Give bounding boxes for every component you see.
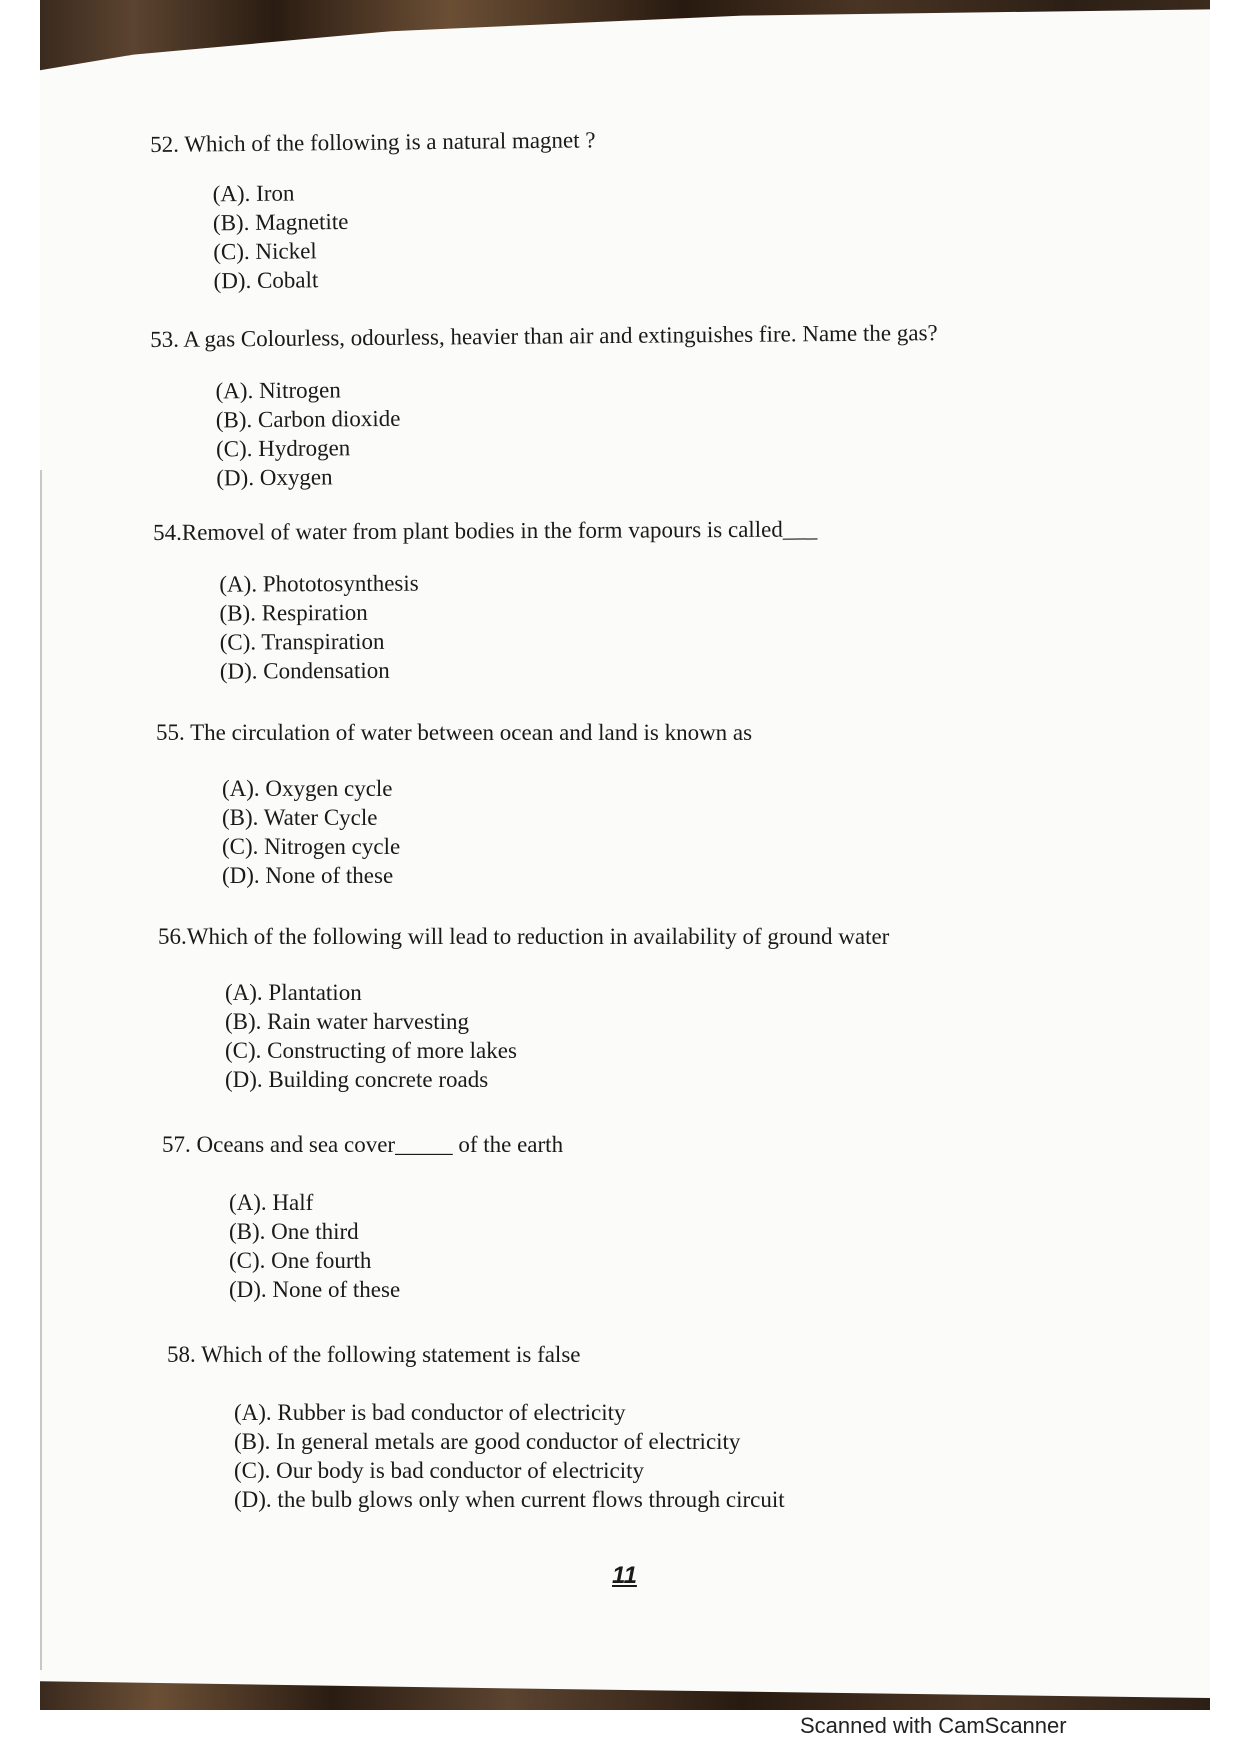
- option-c: (C). Constructing of more lakes: [225, 1038, 517, 1063]
- option-d: (D). Cobalt: [213, 267, 319, 294]
- option-list: [153, 564, 1240, 686]
- option-d: (D). the bulb glows only when current flows through circuit: [234, 1487, 785, 1512]
- option-list: [158, 978, 1240, 1094]
- option-a: (A). Oxygen cycle: [222, 776, 393, 801]
- option-d: (D). Condensation: [219, 657, 390, 684]
- option-c: (C). Nickel: [213, 238, 317, 265]
- question-text: 53. A gas Colourless, odourless, heavier than air and extinguishes fire. Name the gas?: [150, 320, 938, 352]
- question-53: [150, 315, 1240, 493]
- option-a: (A). Nitrogen: [215, 377, 341, 404]
- question-text: 56.Which of the following will lead to reduction in availability of ground water: [158, 924, 890, 949]
- option-c: (C). Our body is bad conductor of electricity: [234, 1458, 645, 1483]
- option-b: (B). Carbon dioxide: [215, 405, 401, 433]
- option-a: (A). Plantation: [225, 980, 362, 1005]
- option-list: [167, 1398, 1240, 1514]
- question-52: [150, 118, 1240, 296]
- question-text: 52. Which of the following is a natural magnet ?: [150, 127, 596, 157]
- option-c: (C). Nitrogen cycle: [222, 834, 401, 859]
- option-a: (A). Rubber is bad conductor of electricity: [234, 1400, 626, 1425]
- option-list: [156, 774, 1240, 890]
- page-edge: [40, 470, 50, 1670]
- question-text: 57. Oceans and sea cover_____ of the earth: [162, 1132, 564, 1157]
- option-b: (B). Water Cycle: [222, 805, 378, 830]
- scanner-watermark: Scanned with CamScanner: [800, 1713, 1067, 1738]
- question-text: 58. Which of the following statement is false: [167, 1342, 581, 1367]
- option-c: (C). Transpiration: [219, 628, 385, 655]
- option-b: (B). Magnetite: [212, 208, 349, 236]
- option-b: (B). Respiration: [219, 599, 368, 626]
- question-55: [156, 718, 1240, 890]
- option-c: (C). One fourth: [229, 1248, 372, 1273]
- option-d: (D). Oxygen: [216, 464, 333, 491]
- option-list: [150, 367, 1240, 493]
- option-b: (B). In general metals are good conductor of electricity: [234, 1429, 741, 1454]
- question-text: 54.Removel of water from plant bodies in the form vapours is called___: [153, 516, 818, 545]
- page-number: 11: [612, 1562, 637, 1589]
- option-d: (D). Building concrete roads: [225, 1067, 489, 1092]
- option-d: (D). None of these: [222, 863, 394, 888]
- option-a: (A). Half: [229, 1190, 314, 1215]
- question-58: [167, 1340, 1240, 1514]
- question-54: [153, 512, 1240, 686]
- option-c: (C). Hydrogen: [215, 435, 351, 462]
- question-57: [162, 1130, 1240, 1304]
- option-a: (A). Phototosynthesis: [219, 570, 419, 597]
- option-list: [162, 1188, 1240, 1304]
- option-d: (D). None of these: [229, 1277, 401, 1302]
- option-b: (B). One third: [229, 1219, 359, 1244]
- option-b: (B). Rain water harvesting: [225, 1009, 469, 1034]
- option-list: [151, 168, 1240, 296]
- question-56: [158, 922, 1240, 1094]
- option-a: (A). Iron: [212, 180, 295, 207]
- question-text: 55. The circulation of water between ocean and land is known as: [156, 720, 753, 745]
